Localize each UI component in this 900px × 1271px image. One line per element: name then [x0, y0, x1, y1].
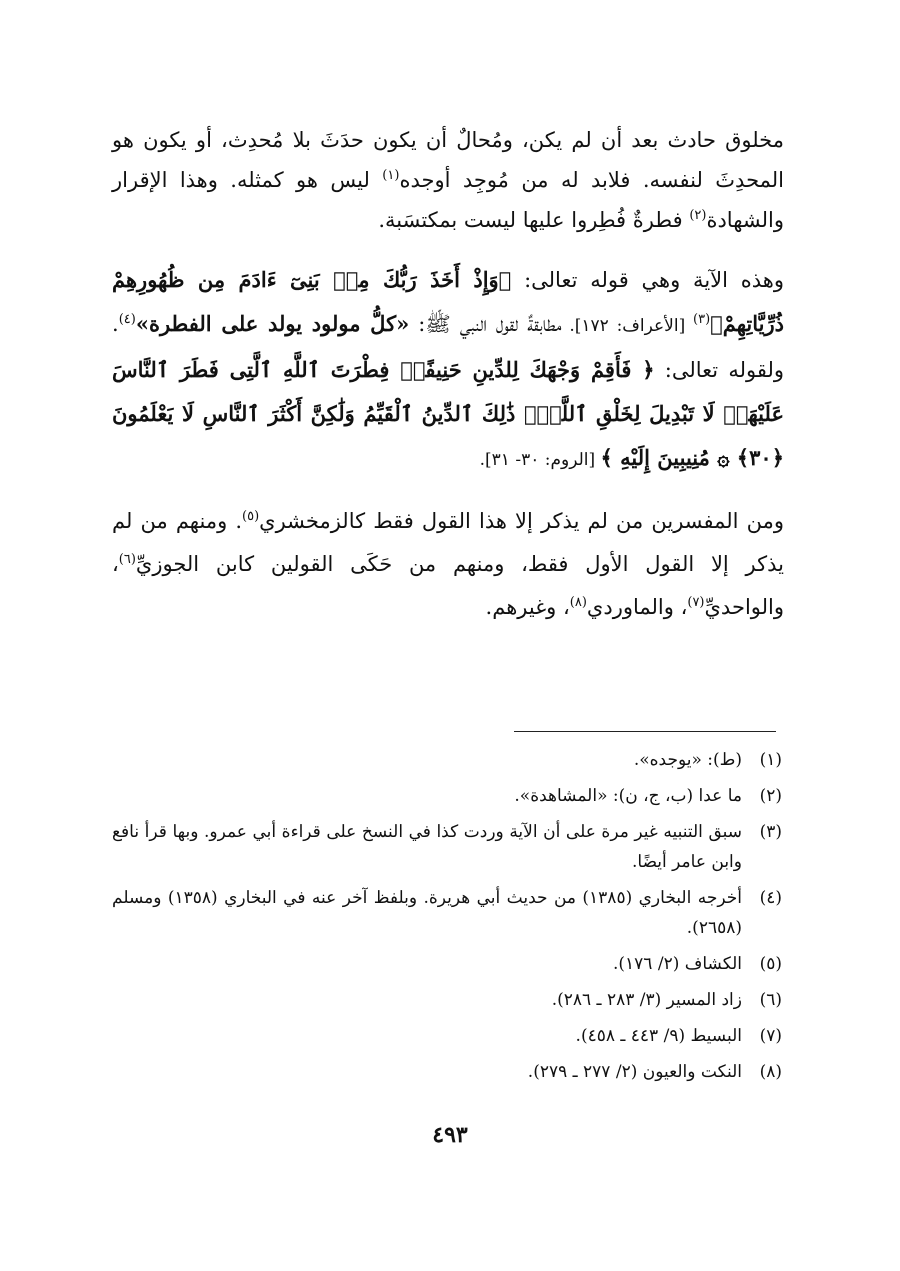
quran-verse-rum: ﴿ فَأَقِمْ وَجْهَكَ لِلدِّينِ حَنِيفًاۚ فِطْرَتَ ٱللَّهِ ٱلَّتِى فَطَرَ ٱلنَّاسَ عَلَيْهَاۚ لَا تَبْدِيلَ لِخَلْقِ ٱللَّهِۚ ذَٰلِكَ ٱلدِّينُ ٱلْقَيِّمُ وَلَٰكِنَّ أَكْثَرَ ٱلنَّاسِ لَا يَعْلَمُونَ ﴿٣٠﴾ ۞ مُنِيبِينَ إِلَيْهِ ﴾ — [112, 357, 784, 470]
footnote-item — [112, 949, 782, 979]
footnote-ref-2[interactable]: (٢) — [689, 208, 707, 223]
footnote-number: (٣) — [759, 822, 782, 842]
quran-verse-araf: ﴿وَإِذْ أَخَذَ رَبُّكَ مِنۢ بَنِىٓ ءَادَمَ مِن ظُهُورِهِمْ ذُرِّيَّاتِهِمْ﴾ — [112, 267, 784, 336]
footnote-text: البسيط (٩/ ٤٤٣ ـ ٤٥٨). — [575, 1026, 742, 1046]
page-number: ٤٩٣ — [432, 1122, 468, 1148]
footnote-text: النكت والعيون (٢/ ٢٧٧ ـ ٢٧٩). — [527, 1062, 742, 1082]
text-run: ومن المفسرين من لم يذكر إلا هذا القول فقط كالزمخشري — [259, 509, 784, 533]
text-run: ، والواحديِّ — [112, 552, 784, 619]
footnote-text: سبق التنبيه غير مرة على أن الآية وردت كذا في النسخ على قراءة أبي عمرو. وبها قرأ نافع وابن عامر أيضًا. — [112, 822, 742, 872]
footnote-item — [112, 985, 782, 1015]
footnote-ref-8[interactable]: (٨) — [569, 595, 587, 610]
footnote-text: (ط): «يوجده». — [633, 750, 742, 770]
verse-citation: [الأعراف: ١٧٢]. — [561, 316, 694, 336]
footnote-text: زاد المسير (٣/ ٢٨٣ ـ ٢٨٦). — [551, 990, 742, 1010]
footnote-number: (٥) — [759, 954, 782, 974]
footnote-number: (٨) — [759, 1062, 782, 1082]
footnote-text: الكشاف (٢/ ١٧٦). — [612, 954, 742, 974]
text-run: . ولقوله تعالى: — [112, 312, 785, 382]
footnote-ref-7[interactable]: (٧) — [687, 595, 705, 610]
footnote-item — [112, 817, 782, 877]
text-run: ، والماوردي — [586, 595, 688, 619]
footnote-ref-1[interactable]: (١) — [382, 168, 400, 183]
footnote-ref-4[interactable]: (٤) — [118, 312, 136, 327]
hadith-quote: «كلُّ مولود يولد على الفطرة» — [135, 311, 410, 336]
footnote-number: (٧) — [759, 1026, 782, 1046]
paragraph-1 — [112, 120, 784, 240]
text-run: فطرةٌ فُطِروا عليها ليست بمكتسَبة. — [378, 208, 690, 232]
footnote-item — [112, 781, 782, 811]
footnote-text: أخرجه البخاري (١٣٨٥) من حديث أبي هريرة. وبلفظ آخر عنه في البخاري (١٣٥٨) ومسلم (٢٦٥٨). — [112, 888, 742, 938]
footnotes-list — [112, 745, 782, 1093]
footnote-number: (٦) — [759, 990, 782, 1010]
text-run: . ومنهم من لم يذكر إلا القول الأول فقط، ومنهم من حَكَى القولين كابن الجوزيِّ — [112, 509, 784, 576]
footnote-ref-5[interactable]: (٥) — [242, 509, 260, 524]
footnote-separator — [514, 731, 776, 732]
paragraph-2 — [112, 258, 784, 482]
footnote-item — [112, 1057, 782, 1087]
text-run: مخلوق حادث بعد أن لم يكن، ومُحالٌ أن يكون حدَثَ بلا مُحدِث، أو يكون هو المحدِثَ لنفسه. فلابد له من مُوجِد أوجده — [112, 128, 785, 192]
footnote-item — [112, 1021, 782, 1051]
footnote-item — [112, 883, 782, 943]
text-run: وهذه الآية وهي قوله تعالى: — [511, 268, 785, 292]
footnote-text: ما عدا (ب، ج، ن): «المشاهدة». — [514, 786, 742, 806]
text-run: مطابقةٌ لقول النبي ﷺ: — [409, 312, 562, 336]
text-run: ليس هو كمثله. وهذا الإقرار والشهادة — [112, 168, 784, 232]
footnote-number: (١) — [759, 750, 782, 770]
footnote-ref-6[interactable]: (٦) — [118, 552, 136, 567]
footnote-number: (٤) — [759, 888, 782, 908]
main-text — [112, 120, 784, 629]
paragraph-3 — [112, 500, 784, 629]
text-run: ، وغيرهم. — [485, 595, 570, 619]
footnote-ref-3[interactable]: (٣) — [693, 312, 711, 327]
footnote-number: (٢) — [759, 786, 782, 806]
verse-citation: [الروم: ٣٠- ٣١]. — [479, 450, 601, 470]
footnote-item — [112, 745, 782, 775]
